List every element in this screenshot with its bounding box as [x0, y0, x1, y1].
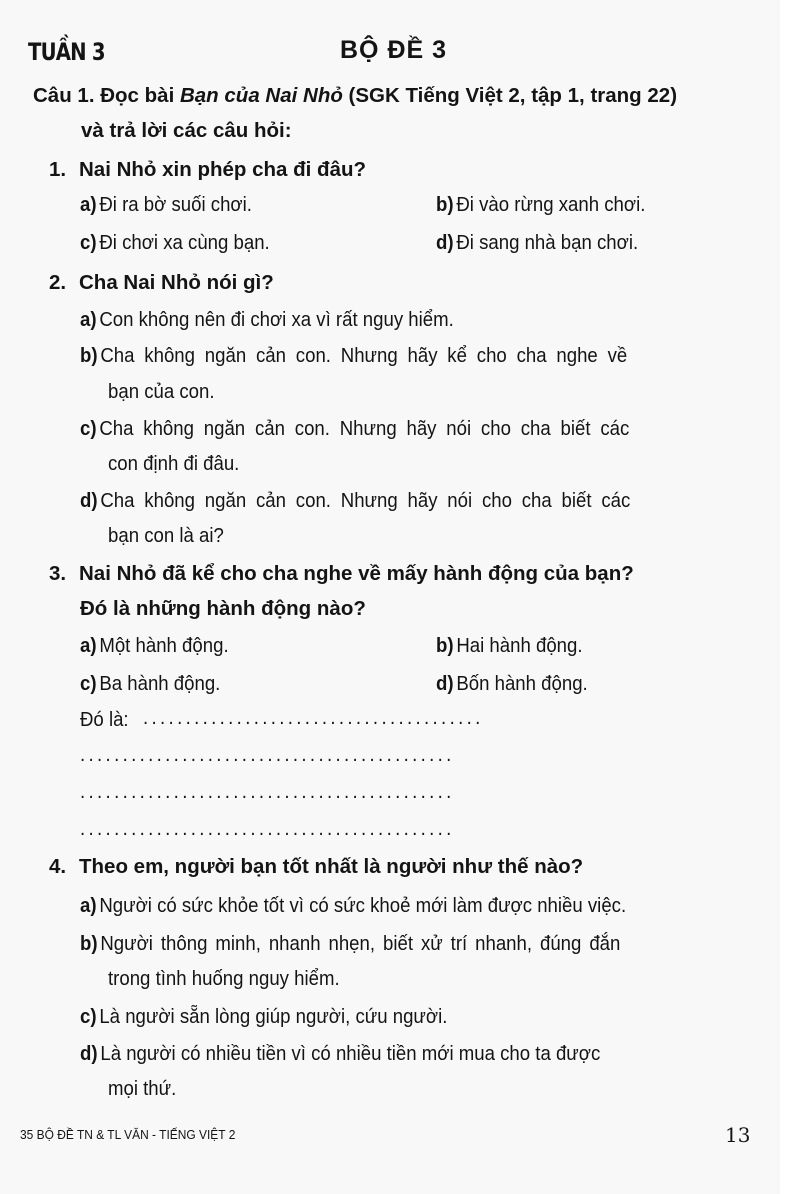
option-key: c): [80, 232, 97, 254]
answer-label: Đó là:: [80, 709, 129, 731]
option-text: Cha không ngăn cản con. Nhưng hãy nói cho cha biết các: [100, 490, 631, 512]
option-key: a): [80, 309, 97, 331]
question-3: [49, 562, 634, 586]
week-label: TUẦN 3: [28, 38, 105, 66]
option-key: d): [436, 673, 454, 695]
exercise-source: (SGK Tiếng Việt 2, tập 1, trang 22): [342, 84, 678, 107]
exercise-intro: Đọc bài: [94, 84, 180, 107]
q4-option-b-cont: trong tình huống nguy hiểm.: [108, 968, 340, 990]
answer-line-1[interactable]: ........................................: [143, 707, 484, 729]
option-text: Là người có nhiều tiền vì có nhiều tiền mới mua cho ta được: [100, 1043, 601, 1065]
option-text: Con không nên đi chơi xa vì rất nguy hiểm.: [99, 309, 454, 331]
q3-option-c: [80, 673, 220, 696]
option-text: Đi sang nhà bạn chơi.: [456, 232, 639, 254]
option-text: Đi vào rừng xanh chơi.: [456, 194, 646, 216]
answer-line-2[interactable]: ............................................: [80, 744, 455, 766]
option-key: b): [436, 194, 454, 216]
q4-option-a: [80, 895, 626, 918]
option-text: Người thông minh, nhanh nhẹn, biết xử trí nhanh, đúng đắn: [100, 933, 621, 955]
question-2: [49, 271, 274, 295]
question-text: Nai Nhỏ xin phép cha đi đâu?: [79, 158, 367, 181]
option-key: d): [80, 1043, 98, 1065]
option-key: b): [436, 635, 454, 657]
story-title: Bạn của Nai Nhỏ: [179, 84, 343, 107]
option-text: Hai hành động.: [456, 635, 583, 657]
option-text: Một hành động.: [99, 635, 229, 657]
question-text: Nai Nhỏ đã kể cho cha nghe về mấy hành động của bạn?: [79, 562, 634, 585]
q2-option-a: [80, 309, 454, 332]
q1-option-b: [436, 194, 645, 217]
option-text: Ba hành động.: [99, 673, 221, 695]
option-key: d): [436, 232, 454, 254]
q3-option-b: [436, 635, 583, 658]
question-number: 3.: [49, 562, 67, 585]
option-key: a): [80, 635, 97, 657]
q3-option-d: [436, 673, 588, 696]
question-text: Theo em, người bạn tốt nhất là người như thế nào?: [79, 855, 584, 878]
option-key: c): [80, 673, 97, 695]
question-number: 1.: [49, 158, 67, 181]
option-text: Là người sẵn lòng giúp người, cứu người.: [99, 1006, 448, 1028]
answer-line-4[interactable]: ............................................: [80, 818, 455, 840]
set-title: BỘ ĐỀ 3: [340, 36, 448, 64]
q2-option-b-cont: bạn của con.: [108, 381, 215, 403]
q1-option-a: [80, 194, 252, 217]
option-key: b): [80, 933, 98, 955]
question-number: 4.: [49, 855, 67, 878]
q2-option-c-cont: con định đi đâu.: [108, 453, 240, 475]
option-key: b): [80, 345, 98, 367]
option-text: Cha không ngăn cản con. Nhưng hãy nói cho cha biết các: [99, 418, 630, 440]
question-1: [49, 158, 366, 182]
q2-option-d-cont: bạn con là ai?: [108, 525, 224, 547]
option-text: Người có sức khỏe tốt vì có sức khoẻ mới làm được nhiều việc.: [99, 895, 627, 917]
q1-option-c: [80, 232, 270, 255]
option-key: c): [80, 1006, 97, 1028]
option-text: Bốn hành động.: [456, 673, 588, 695]
q4-option-d: [80, 1043, 600, 1066]
q4-option-c: [80, 1006, 447, 1029]
q4-option-d-cont: mọi thứ.: [108, 1078, 177, 1100]
question-4: [49, 855, 583, 879]
answer-line-3[interactable]: ............................................: [80, 781, 455, 803]
option-text: Đi chơi xa cùng bạn.: [99, 232, 270, 254]
question-3-cont: Đó là những hành động nào?: [80, 597, 366, 620]
book-title-footer: 35 BỘ ĐỀ TN & TL VĂN - TIẾNG VIỆT 2: [20, 1127, 236, 1142]
q2-option-b: [80, 345, 627, 368]
q3-option-a: [80, 635, 229, 658]
q2-option-d: [80, 490, 630, 513]
option-key: d): [80, 490, 98, 512]
exercise-heading: [33, 84, 677, 108]
question-text: Cha Nai Nhỏ nói gì?: [79, 271, 274, 294]
q1-option-d: [436, 232, 638, 255]
option-key: a): [80, 895, 97, 917]
page-number: 13: [725, 1123, 751, 1147]
option-text: Đi ra bờ suối chơi.: [99, 194, 252, 216]
q4-option-b: [80, 933, 620, 956]
page-margin: [780, 0, 800, 1194]
option-key: c): [80, 418, 97, 440]
exercise-label: Câu 1.: [33, 84, 95, 107]
q2-option-c: [80, 418, 629, 441]
question-number: 2.: [49, 271, 67, 294]
option-key: a): [80, 194, 97, 216]
option-text: Cha không ngăn cản con. Nhưng hãy kể cho cha nghe về: [100, 345, 628, 367]
exercise-intro-continued: và trả lời các câu hỏi:: [81, 119, 292, 142]
